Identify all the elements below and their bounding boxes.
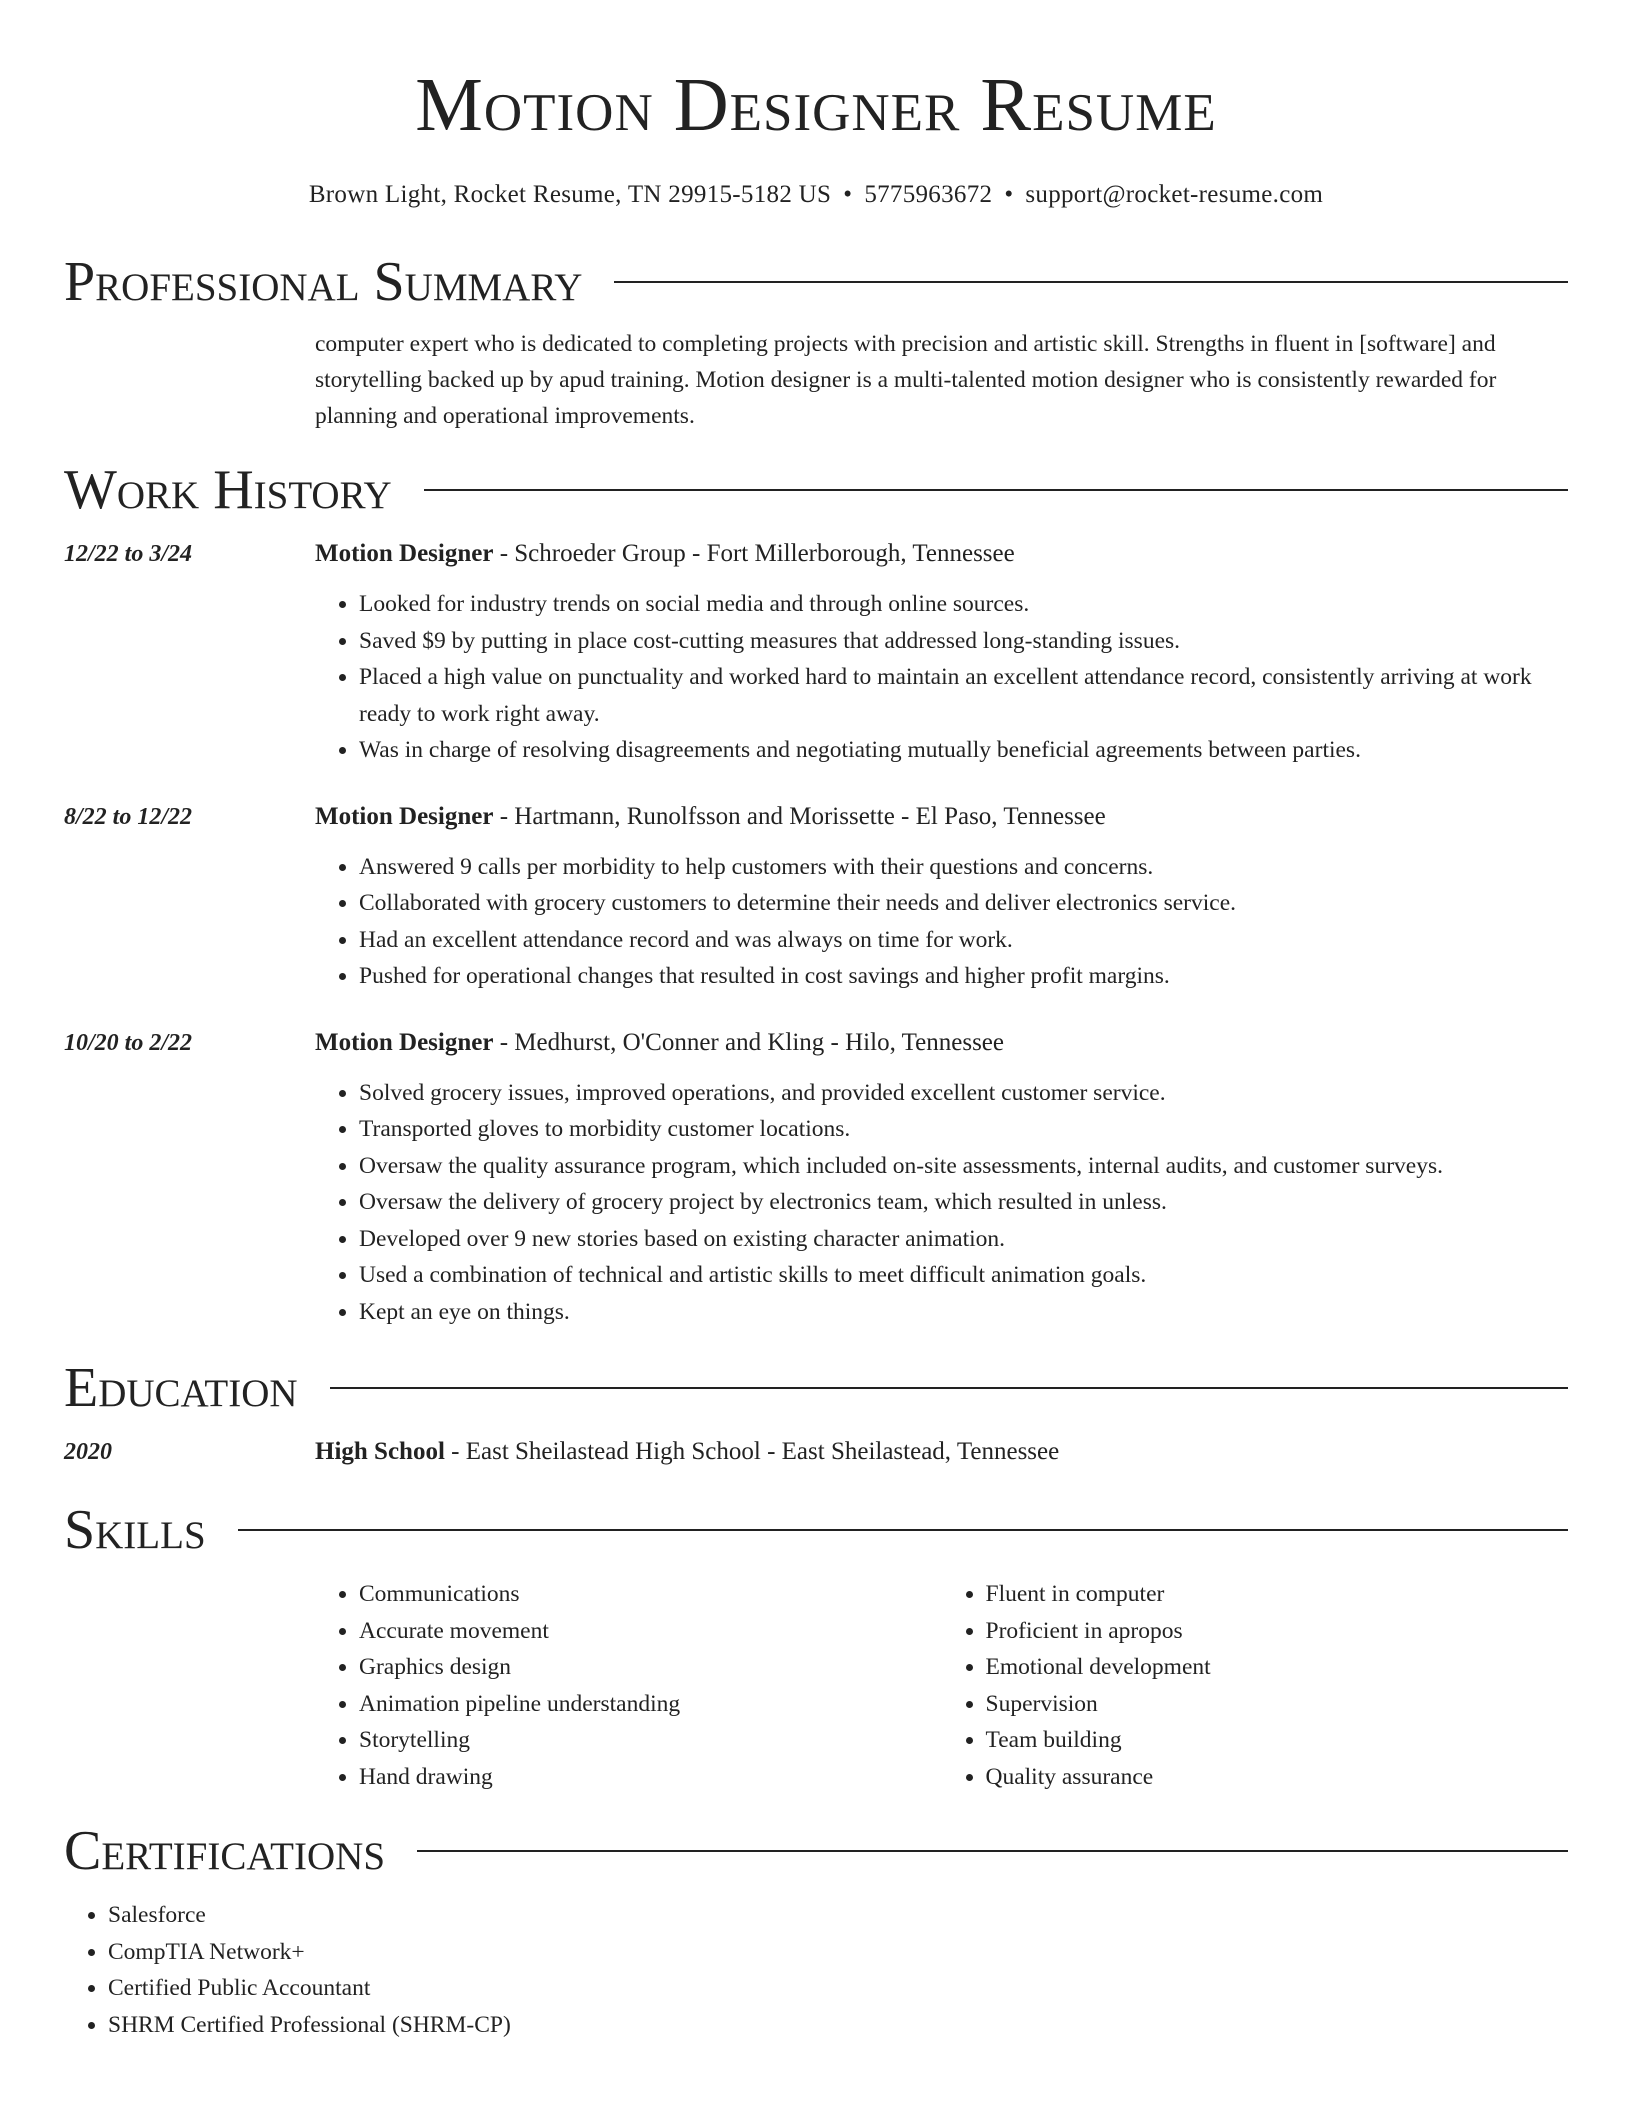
contact-email: support@rocket-resume.com bbox=[1025, 181, 1324, 208]
section-header-skills bbox=[64, 1498, 1568, 1562]
list-item: • Accurate movement bbox=[359, 1613, 942, 1650]
job-details: - Medhurst, O'Conner and Kling - Hilo, Tennessee bbox=[493, 1028, 1004, 1056]
contact-separator: • bbox=[1004, 181, 1014, 208]
section-divider bbox=[424, 489, 1568, 491]
list-item: • Collaborated with grocery customers to determine their needs and deliver electronics service. bbox=[359, 885, 1568, 922]
certifications-list bbox=[64, 1897, 1568, 2043]
list-item: • Communications bbox=[359, 1576, 942, 1613]
education-details: - East Sheilastead High School - East Sheilastead, Tennessee bbox=[444, 1438, 1060, 1465]
list-item: • Oversaw the quality assurance program, which included on-site assessments, internal audits, and customer surveys. bbox=[359, 1148, 1568, 1185]
section-header-work bbox=[64, 458, 1568, 522]
contact-address: Brown Light, Rocket Resume, TN 29915-5182 US bbox=[308, 181, 832, 208]
list-item: • Placed a high value on punctuality and worked hard to maintain an excellent attendance record, consistently arriving at work ready to work right away. bbox=[359, 659, 1568, 732]
section-divider bbox=[238, 1529, 1568, 1531]
list-item: • Looked for industry trends on social media and through online sources. bbox=[359, 586, 1568, 623]
section-title-certifications: Certifications bbox=[64, 1820, 386, 1882]
list-item: • Team building bbox=[986, 1722, 1569, 1759]
job-entry bbox=[64, 797, 1568, 995]
list-item: • Was in charge of resolving disagreements and negotiating mutually beneficial agreements between parties. bbox=[359, 732, 1568, 769]
job-bullets bbox=[315, 849, 1568, 995]
list-item: • Transported gloves to morbidity customer locations. bbox=[359, 1111, 1568, 1148]
section-divider bbox=[330, 1387, 1568, 1389]
section-title-summary: Professional Summary bbox=[64, 251, 583, 313]
section-title-work: Work History bbox=[64, 459, 392, 521]
summary-text: computer expert who is dedicated to completing projects with precision and artistic skill. Strengths in fluent in [software] and storytelling backed up by apud training. Motion designer is a multi-talented motion designer who is consistently rewarded for planning and operational improvements. bbox=[315, 331, 1497, 429]
job-entry bbox=[64, 534, 1568, 769]
list-item: • SHRM Certified Professional (SHRM-CP) bbox=[108, 2007, 1568, 2044]
list-item: • Storytelling bbox=[359, 1722, 942, 1759]
education-entry bbox=[64, 1432, 1568, 1472]
skills-columns bbox=[315, 1576, 1568, 1795]
education-degree: High School bbox=[315, 1438, 445, 1465]
job-entry bbox=[64, 1023, 1568, 1331]
job-heading bbox=[315, 797, 1568, 837]
job-dates: 10/20 to 2/22 bbox=[64, 1029, 193, 1056]
list-item: • Salesforce bbox=[108, 1897, 1568, 1934]
page-title: Motion Designer Resume bbox=[415, 63, 1217, 147]
skills-list-right bbox=[942, 1576, 1569, 1795]
list-item: • Solved grocery issues, improved operations, and provided excellent customer service. bbox=[359, 1075, 1568, 1112]
list-item: • Fluent in computer bbox=[986, 1576, 1569, 1613]
section-divider bbox=[417, 1850, 1568, 1852]
list-item: • CompTIA Network+ bbox=[108, 1934, 1568, 1971]
list-item: • Had an excellent attendance record and was always on time for work. bbox=[359, 922, 1568, 959]
section-title-skills: Skills bbox=[64, 1499, 206, 1561]
education-year: 2020 bbox=[64, 1439, 112, 1465]
job-heading bbox=[315, 1023, 1568, 1063]
list-item: • Animation pipeline understanding bbox=[359, 1686, 942, 1723]
contact-separator: • bbox=[843, 181, 853, 208]
job-details: - Schroeder Group - Fort Millerborough, Tennessee bbox=[493, 540, 1015, 567]
list-item: • Proficient in apropos bbox=[986, 1613, 1569, 1650]
job-bullets bbox=[315, 586, 1568, 769]
list-item: • Hand drawing bbox=[359, 1759, 942, 1796]
job-dates: 12/22 to 3/24 bbox=[64, 541, 193, 567]
section-header-summary bbox=[64, 250, 1568, 314]
section-header-certifications bbox=[64, 1819, 1568, 1883]
list-item: • Quality assurance bbox=[986, 1759, 1569, 1796]
contact-phone: 5775963672 bbox=[864, 181, 993, 208]
job-title: Motion Designer bbox=[315, 802, 494, 830]
list-item: • Answered 9 calls per morbidity to help customers with their questions and concerns. bbox=[359, 849, 1568, 886]
section-divider bbox=[614, 281, 1568, 283]
list-item: • Emotional development bbox=[986, 1649, 1569, 1686]
job-details: - Hartmann, Runolfsson and Morissette - El Paso, Tennessee bbox=[493, 802, 1106, 830]
job-dates: 8/22 to 12/22 bbox=[64, 803, 193, 830]
list-item: • Pushed for operational changes that resulted in cost savings and higher profit margins. bbox=[359, 958, 1568, 995]
contact-line bbox=[64, 180, 1568, 210]
job-title: Motion Designer bbox=[315, 540, 494, 567]
list-item: • Graphics design bbox=[359, 1649, 942, 1686]
list-item: • Used a combination of technical and artistic skills to meet difficult animation goals. bbox=[359, 1257, 1568, 1294]
section-title-education: Education bbox=[64, 1357, 298, 1419]
list-item: • Certified Public Accountant bbox=[108, 1970, 1568, 2007]
list-item: • Supervision bbox=[986, 1686, 1569, 1723]
list-item: • Oversaw the delivery of grocery project by electronics team, which resulted in unless. bbox=[359, 1184, 1568, 1221]
job-heading bbox=[315, 534, 1568, 574]
skills-list-left bbox=[315, 1576, 942, 1795]
section-header-education bbox=[64, 1356, 1568, 1420]
job-bullets bbox=[315, 1075, 1568, 1331]
list-item: • Saved $9 by putting in place cost-cutting measures that addressed long-standing issues. bbox=[359, 623, 1568, 660]
list-item: • Developed over 9 new stories based on existing character animation. bbox=[359, 1221, 1568, 1258]
education-heading bbox=[315, 1432, 1568, 1472]
job-title: Motion Designer bbox=[315, 1028, 494, 1056]
list-item: • Kept an eye on things. bbox=[359, 1294, 1568, 1331]
